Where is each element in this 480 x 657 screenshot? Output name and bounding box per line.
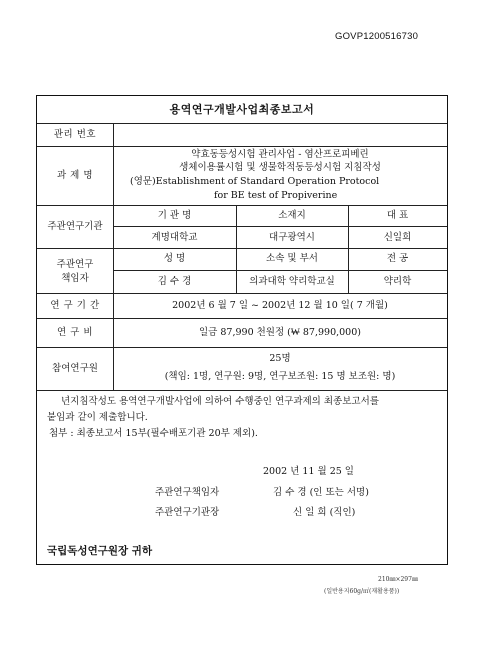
rule-period	[37, 318, 447, 319]
document-id: GOVP1200516730	[335, 31, 419, 42]
researcher-header-name: 성 명	[163, 253, 186, 264]
project-name-label: 과 제 명	[56, 170, 94, 181]
rule-cost	[37, 347, 447, 348]
submission-statement: 년지침작성도 용역연구개발사업에 의하여 수행중인 연구과제의 최종보고서를	[61, 396, 379, 407]
institution-header-location: 소재지	[278, 210, 306, 221]
signature-role-institution: 주관연구기관장	[155, 507, 220, 518]
research-period-value: 2002년 6 월 7 일 ~ 2002년 12 월 10 일( 7 개월)	[172, 300, 388, 311]
rule-project	[37, 205, 447, 206]
responsible-researcher-label-2: 책임자	[61, 273, 89, 284]
researcher-major: 약리학	[383, 276, 412, 287]
management-no-label: 관리 번호	[53, 129, 97, 140]
researcher-name: 김 수 경	[157, 276, 192, 287]
institution-name: 계명대학교	[151, 232, 198, 243]
attachment-note: 첨부 : 최종보고서 15부(필수배포기관 20부 제외).	[49, 428, 258, 439]
paper-size-note: 210㎜×297㎜	[378, 576, 418, 583]
researcher-header-dept: 소속 및 부서	[266, 253, 318, 264]
participants-breakdown: (책임: 1명, 연구원: 9명, 연구보조원: 15 명 보조원: 명)	[164, 371, 396, 382]
institution-head: 신일희	[383, 232, 412, 243]
submission-date: 2002 년 11 월 25 일	[263, 466, 354, 477]
institution-location: 대구광역시	[269, 232, 315, 243]
signature-name-researcher: 김 수 경 (인 또는 서명)	[273, 487, 369, 498]
addressee: 국립독성연구원장 귀하	[47, 545, 153, 557]
project-title-line: (영문)Establishment of Standard Operation Protocol	[130, 176, 380, 187]
project-title-line: 생체이용률시험 및 생물학적동등성시험 지침작성	[179, 162, 381, 173]
project-title-line: 약효동등성시험 관리사업 - 염산프로피베린	[191, 149, 369, 160]
institution-header-head: 대 표	[386, 210, 409, 221]
rule-researcher-mid	[113, 270, 447, 271]
rule-mgmt	[37, 146, 447, 147]
participants-total: 25명	[269, 353, 291, 364]
rule-researcher	[37, 293, 447, 294]
project-title-line: for BE test of Propiverine	[214, 190, 338, 201]
lead-institution-label: 주관연구기관	[47, 221, 103, 232]
responsible-researcher-label-1: 주관연구	[56, 259, 94, 270]
institution-header-name: 기 관 명	[157, 210, 192, 221]
paper-spec-note: (일반용지60g/㎡(재활용품))	[324, 588, 400, 595]
signature-role-researcher: 주관연구책임자	[155, 487, 220, 498]
researcher-header-major: 전 공	[386, 253, 409, 264]
research-cost-value: 일금 87,990 천원정 (₩ 87,990,000)	[199, 327, 361, 338]
rule-title	[37, 123, 447, 124]
research-period-label: 연 구 기 간	[50, 300, 100, 311]
document-title: 용역연구개발사업최종보고서	[169, 103, 315, 116]
report-cover-form	[36, 95, 448, 565]
participants-label: 참여연구원	[52, 363, 98, 374]
signature-name-institution: 신 일 희 (직인)	[293, 507, 356, 518]
researcher-dept: 의과대학 약리학교실	[249, 276, 335, 287]
rule-participants	[37, 390, 447, 391]
research-cost-label: 연 구 비	[56, 327, 94, 338]
submission-statement-cont: 붙임과 같이 제출합니다.	[47, 412, 148, 423]
rule-institution	[37, 248, 447, 249]
rule-institution-mid	[113, 226, 447, 227]
